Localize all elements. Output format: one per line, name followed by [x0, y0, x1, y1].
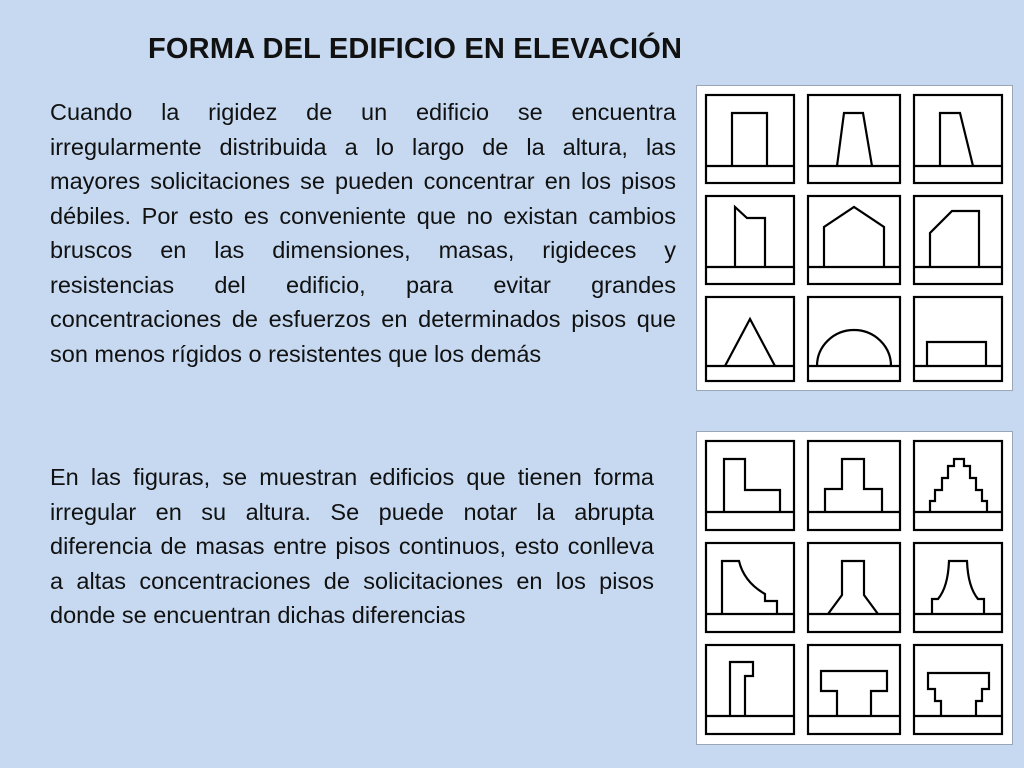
shape-chamfered-building [914, 196, 1002, 284]
elevation-shapes-grid-top [697, 86, 1012, 390]
shape-dome-building [808, 297, 900, 381]
shape-stepped-top-heavy-building [914, 645, 1002, 734]
paragraph-rigidity: Cuando la rigidez de un edificio se encuentra irregularmente distribuida a lo largo de la altura, las mayores solicitaciones se pueden concentrar en los pisos débiles. Por esto es conveniente que no existan cambios bruscos en las dimensiones, masas, rigideces y resistencias del edificio, para evitar grandes concentraciones de esfuerzos en determinados pisos que son menos rígidos o resistentes que los demás [50, 99, 676, 367]
shape-curved-flared-building [914, 543, 1002, 632]
paragraph-figures: En las figuras, se muestran edificios que tienen forma irregular en su altura. Se puede notar la abrupta diferencia de masas entre pisos continuos, esto conlleva a altas concentraciones de solicitaciones en los pisos donde se encuentran dichas diferencias [50, 464, 654, 628]
shape-curved-setback-building [706, 543, 794, 632]
shape-rectangle-building [706, 95, 794, 183]
shape-low-block-building [914, 297, 1002, 381]
shape-stepped-pyramid-building [914, 441, 1002, 530]
shape-t-podium-building [808, 441, 900, 530]
shape-pointed-tower-building [706, 196, 794, 284]
shape-sloped-building [914, 95, 1002, 183]
shape-flared-base-building [808, 543, 900, 632]
figure-elevation-shapes-top [697, 86, 1012, 390]
elevation-shapes-grid-bottom [697, 432, 1012, 744]
shape-triangle-building [706, 297, 794, 381]
figure-elevation-shapes-bottom [697, 432, 1012, 744]
shape-tapered-building [808, 95, 900, 183]
shape-inverted-t-top-heavy-building [808, 645, 900, 734]
shape-hook-building [706, 645, 794, 734]
shape-pentagon-building [808, 196, 900, 284]
shape-l-building [706, 441, 794, 530]
slide-title: FORMA DEL EDIFICIO EN ELEVACIÓN [148, 33, 683, 65]
